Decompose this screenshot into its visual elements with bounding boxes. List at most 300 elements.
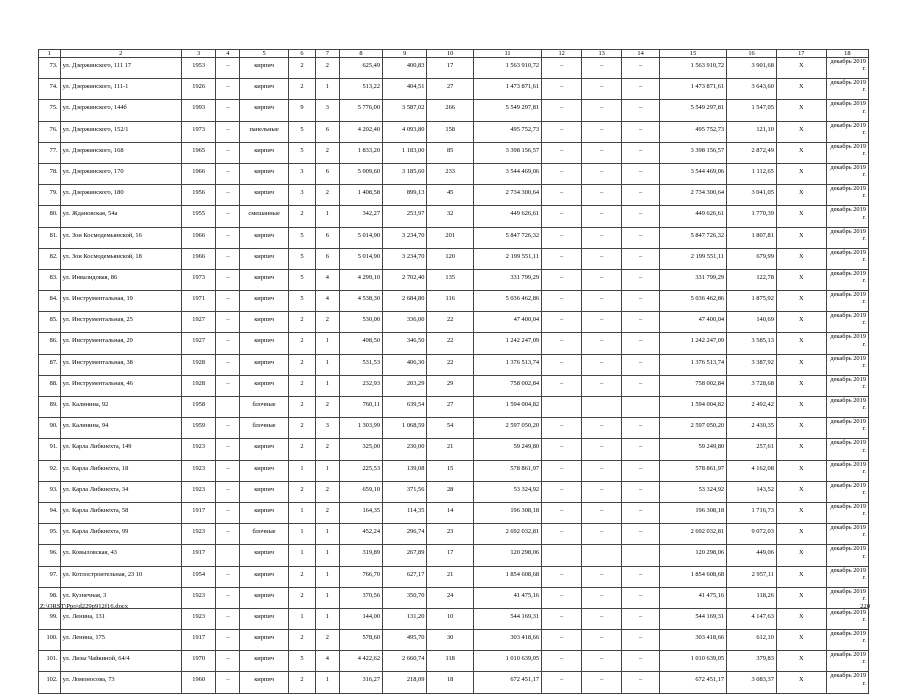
cell-entrances: 1 (315, 672, 339, 693)
cell-row-number: 94. (39, 502, 61, 523)
cell-col-4: – (216, 248, 240, 269)
cell-entrances: 1 (315, 587, 339, 608)
cell-entrances: 2 (315, 185, 339, 206)
cell-residents: 15 (427, 460, 474, 481)
cell-cost-total-2: 2 597 050,20 (660, 418, 727, 439)
cell-col-14: – (622, 291, 660, 312)
cell-year-built: 1966 (181, 163, 216, 184)
cell-row-number: 73. (39, 58, 61, 79)
cell-mark: X (776, 185, 826, 206)
cell-residents: 118 (427, 651, 474, 672)
cell-row-number: 85. (39, 312, 61, 333)
cell-residents: 120 (427, 248, 474, 269)
cell-col-14 (622, 545, 660, 566)
cell-cost-per-sqm: 1 770,39 (727, 206, 777, 227)
cell-wall-material: кирпич (240, 142, 289, 163)
cell-wall-material: кирпич (240, 502, 289, 523)
cell-mark: X (776, 291, 826, 312)
table-row (39, 566, 869, 587)
cell-cost-total-2: 331 799,29 (660, 269, 727, 290)
cell-col-13: – (582, 142, 622, 163)
cell-total-cost: 120 298,06 (473, 545, 541, 566)
cell-wall-material: кирпич (240, 651, 289, 672)
cell-wall-material: кирпич (240, 566, 289, 587)
cell-mark: X (776, 587, 826, 608)
cell-total-area: 1 833,20 (339, 142, 382, 163)
cell-floors: 2 (288, 312, 315, 333)
column-number-9: 9 (383, 50, 427, 58)
cell-living-area: 230,00 (383, 439, 427, 460)
cell-year-built: 1928 (181, 375, 216, 396)
cell-year-built: 1956 (181, 185, 216, 206)
cell-col-14: – (622, 375, 660, 396)
cell-col-12: – (542, 291, 582, 312)
cell-entrances: 3 (315, 100, 339, 121)
cell-total-cost: 1 854 608,68 (473, 566, 541, 587)
cell-year-built: 1970 (181, 651, 216, 672)
cell-living-area: 2 702,40 (383, 269, 427, 290)
cell-floors: 2 (288, 333, 315, 354)
cell-address: ул. Дзержинского, 168 (60, 142, 181, 163)
cell-mark: X (776, 227, 826, 248)
cell-cost-per-sqm: 140,69 (727, 312, 777, 333)
cell-col-13: – (582, 481, 622, 502)
cell-deadline: декабрь 2019 г. (826, 587, 868, 608)
cell-deadline: декабрь 2019 г. (826, 354, 868, 375)
cell-floors: 5 (288, 121, 315, 142)
cell-address: ул. Инвалидовая, 86 (60, 269, 181, 290)
cell-col-12: – (542, 206, 582, 227)
cell-cost-per-sqm: 379,83 (727, 651, 777, 672)
cell-floors: 2 (288, 79, 315, 100)
cell-col-12: – (542, 312, 582, 333)
cell-entrances: 1 (315, 566, 339, 587)
cell-col-13: – (582, 79, 622, 100)
cell-cost-per-sqm: 2 430,35 (727, 418, 777, 439)
cell-col-13 (582, 397, 622, 418)
table-row (39, 163, 869, 184)
cell-col-13: – (582, 121, 622, 142)
cell-living-area: 350,70 (383, 587, 427, 608)
cell-residents: 21 (427, 439, 474, 460)
cell-total-cost: 47 400,04 (473, 312, 541, 333)
cell-col-12: – (542, 79, 582, 100)
cell-mark: X (776, 630, 826, 651)
column-number-17: 17 (776, 50, 826, 58)
cell-floors: 2 (288, 397, 315, 418)
cell-col-14: – (622, 524, 660, 545)
cell-wall-material: кирпич (240, 333, 289, 354)
cell-col-14: – (622, 227, 660, 248)
cell-row-number: 89. (39, 397, 61, 418)
cell-year-built: 1923 (181, 439, 216, 460)
cell-deadline: декабрь 2019 г. (826, 185, 868, 206)
cell-mark: X (776, 608, 826, 629)
cell-cost-total-2: 5 847 726,32 (660, 227, 727, 248)
cell-entrances: 2 (315, 142, 339, 163)
cell-total-area: 1 408,58 (339, 185, 382, 206)
cell-deadline: декабрь 2019 г. (826, 672, 868, 693)
table-row (39, 354, 869, 375)
cell-col-14: – (622, 79, 660, 100)
cell-mark: X (776, 418, 826, 439)
cell-col-12: – (542, 566, 582, 587)
cell-col-12: – (542, 269, 582, 290)
cell-entrances: 1 (315, 333, 339, 354)
cell-floors: 5 (288, 142, 315, 163)
cell-col-14: – (622, 418, 660, 439)
column-number-2: 2 (60, 50, 181, 58)
cell-col-12 (542, 397, 582, 418)
cell-cost-per-sqm: 122,78 (727, 269, 777, 290)
cell-col-12: – (542, 418, 582, 439)
cell-residents: 85 (427, 142, 474, 163)
table-row (39, 375, 869, 396)
cell-living-area: 639,54 (383, 397, 427, 418)
cell-cost-total-2: 2 734 300,64 (660, 185, 727, 206)
cell-total-area: 5 009,60 (339, 163, 382, 184)
cell-address: ул. Кузнечная, 3 (60, 587, 181, 608)
cell-col-14: – (622, 206, 660, 227)
cell-year-built: 1923 (181, 481, 216, 502)
cell-col-14: – (622, 566, 660, 587)
cell-col-4: – (216, 291, 240, 312)
cell-total-cost: 59 249,80 (473, 439, 541, 460)
cell-row-number: 102. (39, 672, 61, 693)
cell-cost-per-sqm: 3 728,68 (727, 375, 777, 396)
table-row (39, 460, 869, 481)
cell-residents: 10 (427, 608, 474, 629)
cell-col-4: – (216, 587, 240, 608)
cell-col-13: – (582, 375, 622, 396)
cell-deadline: декабрь 2019 г. (826, 630, 868, 651)
document-file-path: Z:\ORST\Ppo\d229p912f16.docx (40, 603, 129, 610)
cell-cost-total-2: 1 376 513,74 (660, 354, 727, 375)
cell-year-built: 1927 (181, 333, 216, 354)
cell-cost-total-2: 120 298,06 (660, 545, 727, 566)
column-number-7: 7 (315, 50, 339, 58)
cell-mark: X (776, 439, 826, 460)
cell-mark: X (776, 460, 826, 481)
cell-col-4: – (216, 524, 240, 545)
cell-col-14: – (622, 163, 660, 184)
cell-cost-per-sqm: 9 072,03 (727, 524, 777, 545)
cell-cost-total-2: 3 398 156,57 (660, 142, 727, 163)
cell-cost-total-2: 449 626,61 (660, 206, 727, 227)
cell-year-built: 1959 (181, 418, 216, 439)
cell-living-area: 1 068,59 (383, 418, 427, 439)
housing-register-table (38, 49, 869, 694)
cell-cost-total-2: 303 418,66 (660, 630, 727, 651)
cell-mark: X (776, 58, 826, 79)
cell-total-cost: 1 594 004,82 (473, 397, 541, 418)
cell-entrances: 1 (315, 206, 339, 227)
cell-cost-per-sqm: 3 901,68 (727, 58, 777, 79)
page-number: 220 (860, 603, 870, 610)
cell-mark: X (776, 333, 826, 354)
cell-total-area: 5 014,90 (339, 248, 382, 269)
cell-cost-total-2: 1 242 247,09 (660, 333, 727, 354)
cell-living-area: 400,83 (383, 58, 427, 79)
cell-cost-per-sqm: 121,10 (727, 121, 777, 142)
table-row (39, 206, 869, 227)
cell-total-cost: 41 475,16 (473, 587, 541, 608)
cell-address: ул. Инструментальная, 19 (60, 291, 181, 312)
cell-wall-material: блочные (240, 524, 289, 545)
cell-entrances: 1 (315, 608, 339, 629)
table-row (39, 587, 869, 608)
cell-residents: 32 (427, 206, 474, 227)
cell-total-cost: 2 692 032,81 (473, 524, 541, 545)
cell-col-14: – (622, 460, 660, 481)
cell-deadline: декабрь 2019 г. (826, 566, 868, 587)
cell-mark: X (776, 566, 826, 587)
cell-wall-material: кирпич (240, 672, 289, 693)
cell-col-4: – (216, 481, 240, 502)
cell-floors: 2 (288, 672, 315, 693)
cell-year-built: 1966 (181, 227, 216, 248)
cell-row-number: 81. (39, 227, 61, 248)
cell-cost-total-2: 3 544 469,06 (660, 163, 727, 184)
cell-address: ул. Инструментальная, 38 (60, 354, 181, 375)
cell-entrances: 6 (315, 227, 339, 248)
cell-col-12: – (542, 439, 582, 460)
cell-col-13: – (582, 312, 622, 333)
cell-year-built: 1971 (181, 291, 216, 312)
cell-mark: X (776, 79, 826, 100)
cell-col-4: – (216, 58, 240, 79)
cell-mark: X (776, 206, 826, 227)
cell-entrances: 1 (315, 524, 339, 545)
cell-col-4: – (216, 608, 240, 629)
cell-col-12: – (542, 460, 582, 481)
cell-col-12: – (542, 608, 582, 629)
cell-residents: 27 (427, 397, 474, 418)
cell-deadline: декабрь 2019 г. (826, 121, 868, 142)
cell-floors: 3 (288, 185, 315, 206)
cell-total-area: 319,89 (339, 545, 382, 566)
cell-living-area: 3 587,02 (383, 100, 427, 121)
cell-deadline: декабрь 2019 г. (826, 312, 868, 333)
cell-floors: 2 (288, 587, 315, 608)
cell-cost-per-sqm: 1 807,81 (727, 227, 777, 248)
cell-deadline: декабрь 2019 г. (826, 375, 868, 396)
cell-col-13: – (582, 630, 622, 651)
table-row (39, 58, 869, 79)
table-row (39, 481, 869, 502)
cell-floors: 5 (288, 248, 315, 269)
cell-address: ул. Ленина, 175 (60, 630, 181, 651)
cell-living-area: 371,56 (383, 481, 427, 502)
cell-row-number: 82. (39, 248, 61, 269)
cell-total-cost: 3 544 469,06 (473, 163, 541, 184)
cell-col-4: – (216, 312, 240, 333)
cell-cost-total-2: 53 324,92 (660, 481, 727, 502)
cell-col-4: – (216, 354, 240, 375)
cell-cost-per-sqm: 257,61 (727, 439, 777, 460)
cell-total-area: 342,27 (339, 206, 382, 227)
cell-col-12: – (542, 375, 582, 396)
cell-wall-material: кирпич (240, 227, 289, 248)
cell-year-built: 1993 (181, 100, 216, 121)
cell-entrances: 4 (315, 291, 339, 312)
cell-cost-per-sqm: 3 041,05 (727, 185, 777, 206)
cell-entrances: 2 (315, 630, 339, 651)
cell-total-area: 760,11 (339, 397, 382, 418)
table-row (39, 630, 869, 651)
cell-entrances: 1 (315, 79, 339, 100)
cell-col-12: – (542, 354, 582, 375)
cell-year-built: 1928 (181, 354, 216, 375)
cell-wall-material: кирпич (240, 481, 289, 502)
cell-total-area: 513,22 (339, 79, 382, 100)
cell-residents: 17 (427, 545, 474, 566)
table-row (39, 269, 869, 290)
cell-col-13: – (582, 291, 622, 312)
cell-entrances: 2 (315, 481, 339, 502)
cell-cost-total-2: 59 249,80 (660, 439, 727, 460)
cell-col-12: – (542, 630, 582, 651)
cell-cost-total-2: 544 169,31 (660, 608, 727, 629)
table-row (39, 312, 869, 333)
cell-deadline: декабрь 2019 г. (826, 608, 868, 629)
cell-deadline: декабрь 2019 г. (826, 397, 868, 418)
table-row (39, 608, 869, 629)
cell-col-4: – (216, 651, 240, 672)
cell-floors: 2 (288, 206, 315, 227)
cell-total-cost: 331 799,29 (473, 269, 541, 290)
cell-total-area: 1 303,99 (339, 418, 382, 439)
table-row (39, 291, 869, 312)
cell-deadline: декабрь 2019 г. (826, 418, 868, 439)
cell-total-area: 4 299,10 (339, 269, 382, 290)
cell-mark: X (776, 312, 826, 333)
cell-cost-per-sqm: 3 083,37 (727, 672, 777, 693)
cell-residents: 30 (427, 630, 474, 651)
cell-year-built: 1965 (181, 142, 216, 163)
cell-address: ул. Калинина, 94 (60, 418, 181, 439)
cell-deadline: декабрь 2019 г. (826, 163, 868, 184)
cell-address: ул. Зои Космодемьянской, 18 (60, 248, 181, 269)
cell-address: ул. Ленина, 131 (60, 608, 181, 629)
cell-col-12: – (542, 185, 582, 206)
cell-col-13: – (582, 651, 622, 672)
table-row (39, 439, 869, 460)
cell-total-cost: 758 002,84 (473, 375, 541, 396)
cell-mark: X (776, 397, 826, 418)
table-body (39, 58, 869, 694)
cell-total-cost: 303 418,66 (473, 630, 541, 651)
cell-col-4 (216, 545, 240, 566)
cell-living-area: 3 234,70 (383, 227, 427, 248)
cell-year-built: 1958 (181, 397, 216, 418)
cell-address: ул. Ждановская, 54а (60, 206, 181, 227)
cell-mark: X (776, 524, 826, 545)
cell-total-cost: 495 752,73 (473, 121, 541, 142)
column-number-16: 16 (727, 50, 777, 58)
cell-col-12 (542, 545, 582, 566)
cell-living-area: 218,09 (383, 672, 427, 693)
table-row (39, 502, 869, 523)
cell-mark: X (776, 248, 826, 269)
cell-col-12: – (542, 163, 582, 184)
cell-total-cost: 3 398 156,57 (473, 142, 541, 163)
table-row (39, 333, 869, 354)
cell-address: ул. Инструментальная, 46 (60, 375, 181, 396)
cell-col-14: – (622, 248, 660, 269)
cell-deadline: декабрь 2019 г. (826, 545, 868, 566)
cell-col-12: – (542, 524, 582, 545)
cell-col-13: – (582, 587, 622, 608)
cell-year-built: 1966 (181, 248, 216, 269)
cell-col-13: – (582, 672, 622, 693)
table-row (39, 185, 869, 206)
cell-total-area: 766,70 (339, 566, 382, 587)
cell-floors: 2 (288, 630, 315, 651)
cell-entrances: 2 (315, 312, 339, 333)
cell-residents: 18 (427, 672, 474, 693)
cell-deadline: декабрь 2019 г. (826, 502, 868, 523)
cell-col-13: – (582, 418, 622, 439)
cell-address: ул. Дзержинского, 111-1 (60, 79, 181, 100)
cell-floors: 5 (288, 291, 315, 312)
cell-col-14: – (622, 587, 660, 608)
cell-residents: 22 (427, 312, 474, 333)
cell-entrances: 2 (315, 58, 339, 79)
cell-cost-per-sqm: 2 872,49 (727, 142, 777, 163)
cell-col-13: – (582, 333, 622, 354)
cell-col-13 (582, 545, 622, 566)
cell-cost-total-2: 495 752,73 (660, 121, 727, 142)
cell-col-13: – (582, 163, 622, 184)
cell-cost-total-2: 41 475,16 (660, 587, 727, 608)
cell-wall-material: кирпич (240, 185, 289, 206)
cell-row-number: 99. (39, 608, 61, 629)
cell-total-area: 578,60 (339, 630, 382, 651)
cell-row-number: 91. (39, 439, 61, 460)
cell-address: ул. Карла Либкнехта, 18 (60, 460, 181, 481)
cell-residents: 22 (427, 333, 474, 354)
cell-year-built: 1973 (181, 121, 216, 142)
cell-address: ул. Дзержинского, 152/1 (60, 121, 181, 142)
cell-col-4: – (216, 672, 240, 693)
cell-residents: 266 (427, 100, 474, 121)
cell-row-number: 84. (39, 291, 61, 312)
cell-entrances: 1 (315, 375, 339, 396)
cell-col-4: – (216, 630, 240, 651)
cell-year-built: 1954 (181, 566, 216, 587)
cell-row-number: 101. (39, 651, 61, 672)
cell-living-area: 253,97 (383, 206, 427, 227)
cell-col-12: – (542, 502, 582, 523)
column-number-18: 18 (826, 50, 868, 58)
cell-residents: 27 (427, 79, 474, 100)
cell-col-12: – (542, 100, 582, 121)
cell-col-12: – (542, 333, 582, 354)
cell-col-13: – (582, 566, 622, 587)
cell-living-area: 627,17 (383, 566, 427, 587)
cell-col-13: – (582, 269, 622, 290)
cell-address: ул. Дзержинского, 144б (60, 100, 181, 121)
cell-wall-material: кирпич (240, 608, 289, 629)
cell-mark: X (776, 269, 826, 290)
cell-col-12: – (542, 481, 582, 502)
cell-total-area: 4 202,40 (339, 121, 382, 142)
cell-col-14: – (622, 651, 660, 672)
cell-floors: 5 (288, 227, 315, 248)
cell-wall-material: кирпич (240, 79, 289, 100)
cell-total-area: 452,24 (339, 524, 382, 545)
